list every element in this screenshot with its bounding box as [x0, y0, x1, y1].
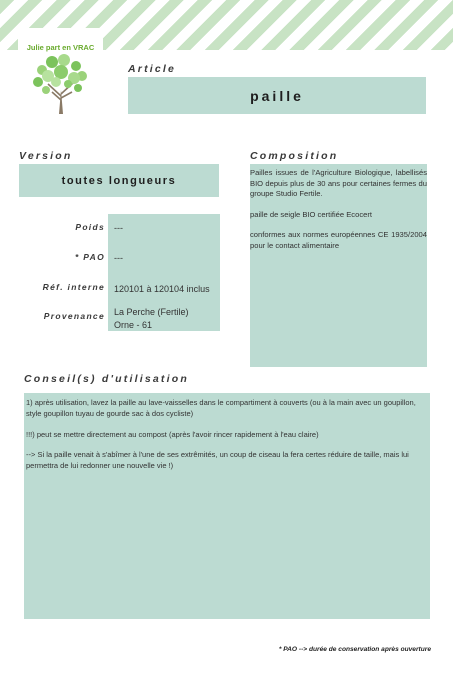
- ref-label: Réf. interne: [42, 282, 105, 292]
- provenance-value-line1: La Perche (Fertile): [114, 307, 189, 317]
- article-name: paille: [250, 87, 304, 104]
- version-label: Version: [19, 150, 73, 162]
- conseil-paragraph: !!!) peut se mettre directement au compost (après l'avoir rincer rapidement à l'eau claire): [26, 429, 319, 439]
- tree-icon: [26, 52, 96, 114]
- logo-title: Julie part en VRAC: [26, 43, 95, 52]
- poids-label: Poids: [75, 222, 105, 232]
- poids-value: ---: [114, 223, 123, 233]
- article-label: Article: [128, 63, 177, 75]
- provenance-label: Provenance: [43, 311, 105, 321]
- conseil-paragraph: --> Si la paille venait à s'abîmer à l'une de ses extrêmités, un coup de ciseau la fera certes réduire de taille, mais lui permettra de lui redonner une nouvelle vie !): [26, 450, 409, 471]
- pao-value: ---: [114, 253, 123, 263]
- ref-value: 120101 à 120104 inclus: [114, 284, 210, 294]
- brand-logo: [18, 28, 103, 116]
- conseils-label: Conseil(s) d'utilisation: [24, 373, 189, 385]
- composition-label: Composition: [250, 150, 339, 162]
- composition-line: conformes aux normes européennes CE 1935/2004 pour le contact alimentaire: [250, 230, 427, 250]
- conseil-paragraph: 1) après utilisation, lavez la paille au lave-vaisselles dans le compartiment à couverts (ou à la main avec un goupillon, style goupillon tuyau de gourde sac à dos cycliste): [26, 398, 416, 418]
- pao-label: * PAO: [75, 252, 105, 262]
- conseils-text: [26, 398, 426, 482]
- footer-note: * PAO --> durée de conservation après ouverture: [278, 646, 431, 653]
- version-value: toutes longueurs: [61, 174, 177, 187]
- composition-line: paille de seigle BIO certifiée Ecocert: [250, 209, 372, 219]
- provenance-value-line2: Orne - 61: [114, 320, 153, 330]
- composition-text: [250, 168, 427, 262]
- composition-line: Pailles issues de l'Agriculture Biologique, labellisés BIO depuis plus de 30 ans pour certaines fermes du groupe Studio Fertile.: [250, 168, 427, 199]
